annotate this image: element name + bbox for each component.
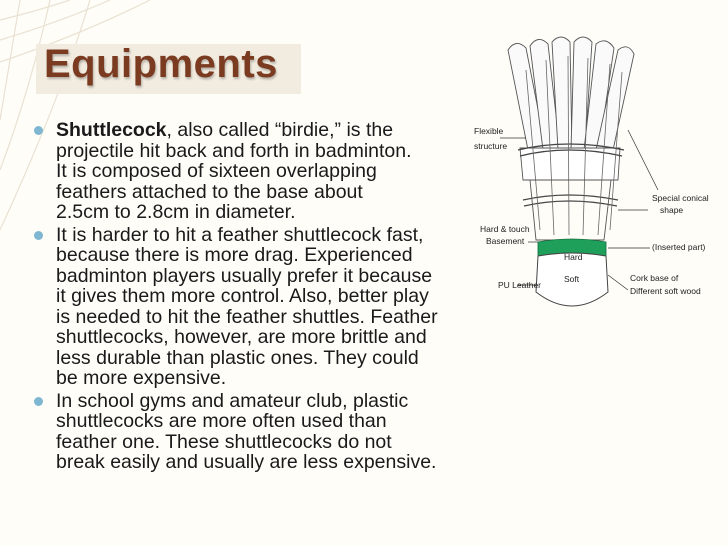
label-conical: Special conical xyxy=(652,193,709,203)
label-inserted: (Inserted part) xyxy=(652,242,706,252)
label-hard: Hard xyxy=(564,252,583,262)
bullet-line: It is composed of sixteen overlapping xyxy=(56,160,377,182)
bullet-item-plastic xyxy=(30,391,550,473)
bullet-line: because there is more drag. Experienced xyxy=(56,244,413,266)
bullet-line: 2.5cm to 2.8cm in diameter. xyxy=(56,201,296,223)
page-title: Equipments xyxy=(44,42,278,86)
label-cork-2: Different soft wood xyxy=(630,286,701,296)
bullet-line: feather one. These shuttlecocks do not xyxy=(56,430,392,453)
bullet-line: is needed to hit the feather shuttles. Feather xyxy=(56,305,438,328)
label-cork: Cork base of xyxy=(630,273,679,283)
label-hard-touch: Hard & touch xyxy=(480,224,530,234)
bullet-line: badminton players usually prefer it because xyxy=(56,264,433,287)
bullet-line: it gives them more control. Also, better play xyxy=(56,285,429,307)
label-pu-leather: PU Leather xyxy=(498,280,541,290)
bullet-line: In school gyms and amateur club, plastic xyxy=(56,389,409,412)
bullet-line: shuttlecocks, however, are more brittle and xyxy=(56,326,427,348)
bullet-icon xyxy=(34,231,43,240)
bullet-line: shuttlecocks are more often used than xyxy=(56,410,387,432)
label-conical-2: shape xyxy=(660,205,684,215)
bullet-line: Shuttlecock, also called “birdie,” is the xyxy=(56,119,394,141)
bullet-line: less durable than plastic ones. They could xyxy=(56,346,419,369)
bullet-line: be more expensive. xyxy=(56,367,227,389)
label-flexible-2: structure xyxy=(474,141,508,151)
bullet-line: It is harder to hit a feather shuttlecock fast, xyxy=(56,223,424,246)
label-basement: Basement xyxy=(486,236,525,246)
label-soft: Soft xyxy=(564,274,580,284)
label-flexible: Flexible xyxy=(474,126,504,136)
bullet-line: feathers attached to the base about xyxy=(56,180,363,203)
bullet-icon xyxy=(34,397,43,406)
term-shuttlecock: Shuttlecock xyxy=(56,119,167,141)
bullet-line: projectile hit back and forth in badminton. xyxy=(56,139,412,162)
bullet-line: break easily and usually are less expensive. xyxy=(56,451,437,473)
shuttlecock-diagram xyxy=(468,30,718,330)
bullet-icon xyxy=(34,126,43,135)
